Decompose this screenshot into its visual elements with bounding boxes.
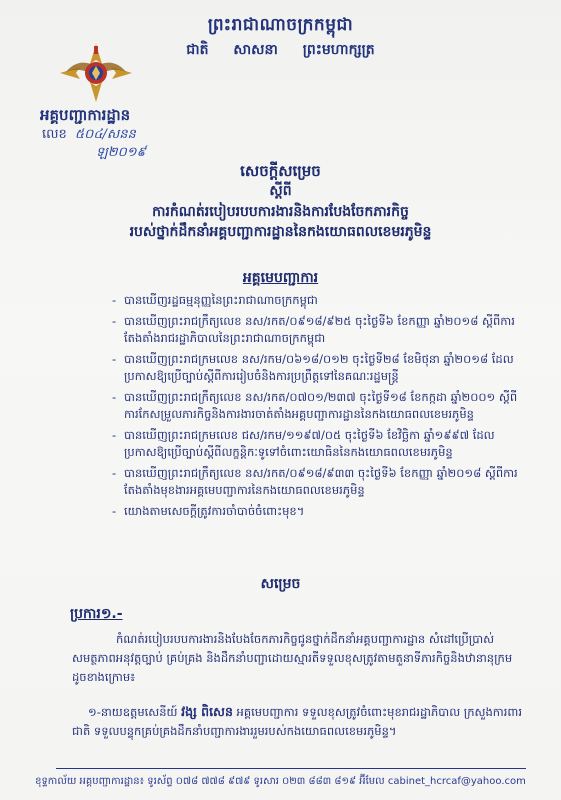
footer-contact: ខុទ្ទកាល័យ អគ្គបញ្ជាការដ្ឋាន៖ ទូរស័ព្ទ ០៧៨ ៧៧៨ ៩៧៩ ទូរសារ ០២៣ ៨៨៣ ៨១៩ អ៊ីមែល cabinet_hcrcaf@yahoo.com [35, 776, 526, 787]
issuing-organization: អគ្គបញ្ជាការដ្ឋាន [40, 106, 131, 124]
kingdom-heading: ព្រះរាជាណាចក្រកម្ពុជា [207, 15, 354, 35]
legal-basis-item: - បានឃើញរដ្ឋធម្មនុញ្ញនៃព្រះរាជាណាចក្រកម្ពុជា [112, 292, 532, 310]
motto-nation: ជាតិ [186, 42, 209, 58]
legal-basis-item: - បានឃើញព្រះរាជក្រឹត្យលេខ នស/រកត/០៩១៨/៩២៥ ចុះថ្ងៃទី៦ ខែកញ្ញា ឆ្នាំ២០១៨ ស្តីពីការតែងតាំងរាជរដ្ឋាភិបាលនៃព្រះរាជាណាចក្រកម្ពុជា [112, 313, 532, 348]
reference-label: លេខ [42, 127, 67, 142]
decision-heading: សម្រេច [260, 576, 301, 592]
article-label: ប្រការ១.- [70, 606, 123, 622]
document-title-line-2: របស់ថ្នាក់ដឹកនាំអគ្គបញ្ជាការដ្ឋាននៃកងយោធពលខេមរភូមិន្ទ [129, 224, 432, 240]
document-type: សេចក្តីសម្រេច [240, 162, 321, 180]
article-paragraph: កំណត់របៀបរបបការងារនិងបែងចែកភារកិច្ចជូនថ្នាក់ដឹកនាំអគ្គបញ្ជាការដ្ឋាន សំដៅប្រើប្រាស់សមត្ថភាពអនុវត្តច្បាប់ គ្រប់គ្រង និងដឹកនាំបញ្ជាដោយស្មារតីទទួលខុសត្រូវតាមតួនាទីភារកិច្ចនិងឋានានុក្រម ដូចខាងក្រោម៖ [72, 632, 513, 684]
issuer-heading: អគ្គមេបញ្ជាការ [242, 270, 319, 286]
motto-religion: សាសនា [233, 42, 278, 58]
document-title-line-1: ការកំណត់របៀបរបបការងារនិងការបែងចែកភារកិច្ច [152, 204, 409, 220]
legal-basis-item: - បានឃើញព្រះរាជក្រមលេខ ជស/រកម/១១៩៧/០៥ ចុះថ្ងៃទី៦ ខែវិច្ឆិកា ឆ្នាំ១៩៩៧ ដែលប្រកាសឱ្យប្រើច្បាប់ស្តីពីលក្ខន្តិកៈទូទៅចំពោះយោធិននៃកងយោធពលខេមរភូមិន្ទ [112, 427, 532, 462]
reference-number [42, 126, 136, 145]
legal-basis-list [112, 292, 532, 523]
handwritten-date: ឡ២០១៩ [96, 145, 146, 160]
article-heading [70, 604, 123, 625]
item-1-name: វង្ស ពិសេន [181, 704, 233, 719]
handwritten-reference: ៥០៤/សនន [74, 127, 136, 142]
legal-basis-item: - បានឃើញព្រះរាជក្រមលេខ នស/រកម/០៦១៨/០១២ ចុះថ្ងៃទី២៨ ខែមិថុនា ឆ្នាំ២០១៨ ដែលប្រកាសឱ្យប្រើច្បាប់ស្តីពីការរៀបចំនិងការប្រព្រឹត្តទៅនៃគណៈរដ្ឋមន្ត្រី [112, 351, 532, 386]
item-1-rank: ១-នាយឧត្តមសេនីយ៍ [88, 705, 178, 719]
legal-basis-item: - បានឃើញព្រះរាជក្រឹត្យលេខ នស/រកត/០៧០១/២៣៧ ចុះថ្ងៃទី១៨ ខែកក្កដា ឆ្នាំ២០០១ ស្តីពីការកែសម្រួលភារកិច្ចនិងការងារចាត់តាំងអគ្គបញ្ជាការដ្ឋាននៃកងយោធពលខេមរភូមិន្ទ [112, 389, 532, 424]
item-1-duty: អគ្គមេបញ្ជាការ ទទួលខុសត្រូវចំពោះមុខរាជរដ្ឋាភិបាល ក្រសួងការពារជាតិ ទទួលបន្ទុកគ្រប់គ្រងដឹកនាំបញ្ជាការងាររួមរបស់កងយោធពលខេមរភូមិន្ទ។ [72, 705, 522, 738]
motto-king: ព្រះមហាក្សត្រ [302, 42, 375, 58]
footer-divider [56, 768, 526, 769]
high-command-emblem-icon [58, 42, 134, 104]
legal-basis-item: - បានឃើញព្រះរាជក្រឹត្យលេខ នស/រកត/០៩១៨/៩៣៣ ចុះថ្ងៃទី៦ ខែកញ្ញា ឆ្នាំ២០១៨ ស្តីពីការតែងតាំងមុខងារអគ្គមេបញ្ជាការនៃកងយោធពលខេមរភូមិន្ទ [112, 465, 532, 500]
legal-basis-item: - យោងតាមសេចក្តីត្រូវការចាំបាច់ចំពោះមុខ។ [112, 503, 532, 521]
article-item-1 [72, 702, 532, 741]
document-about: ស្តីពី [269, 183, 292, 199]
